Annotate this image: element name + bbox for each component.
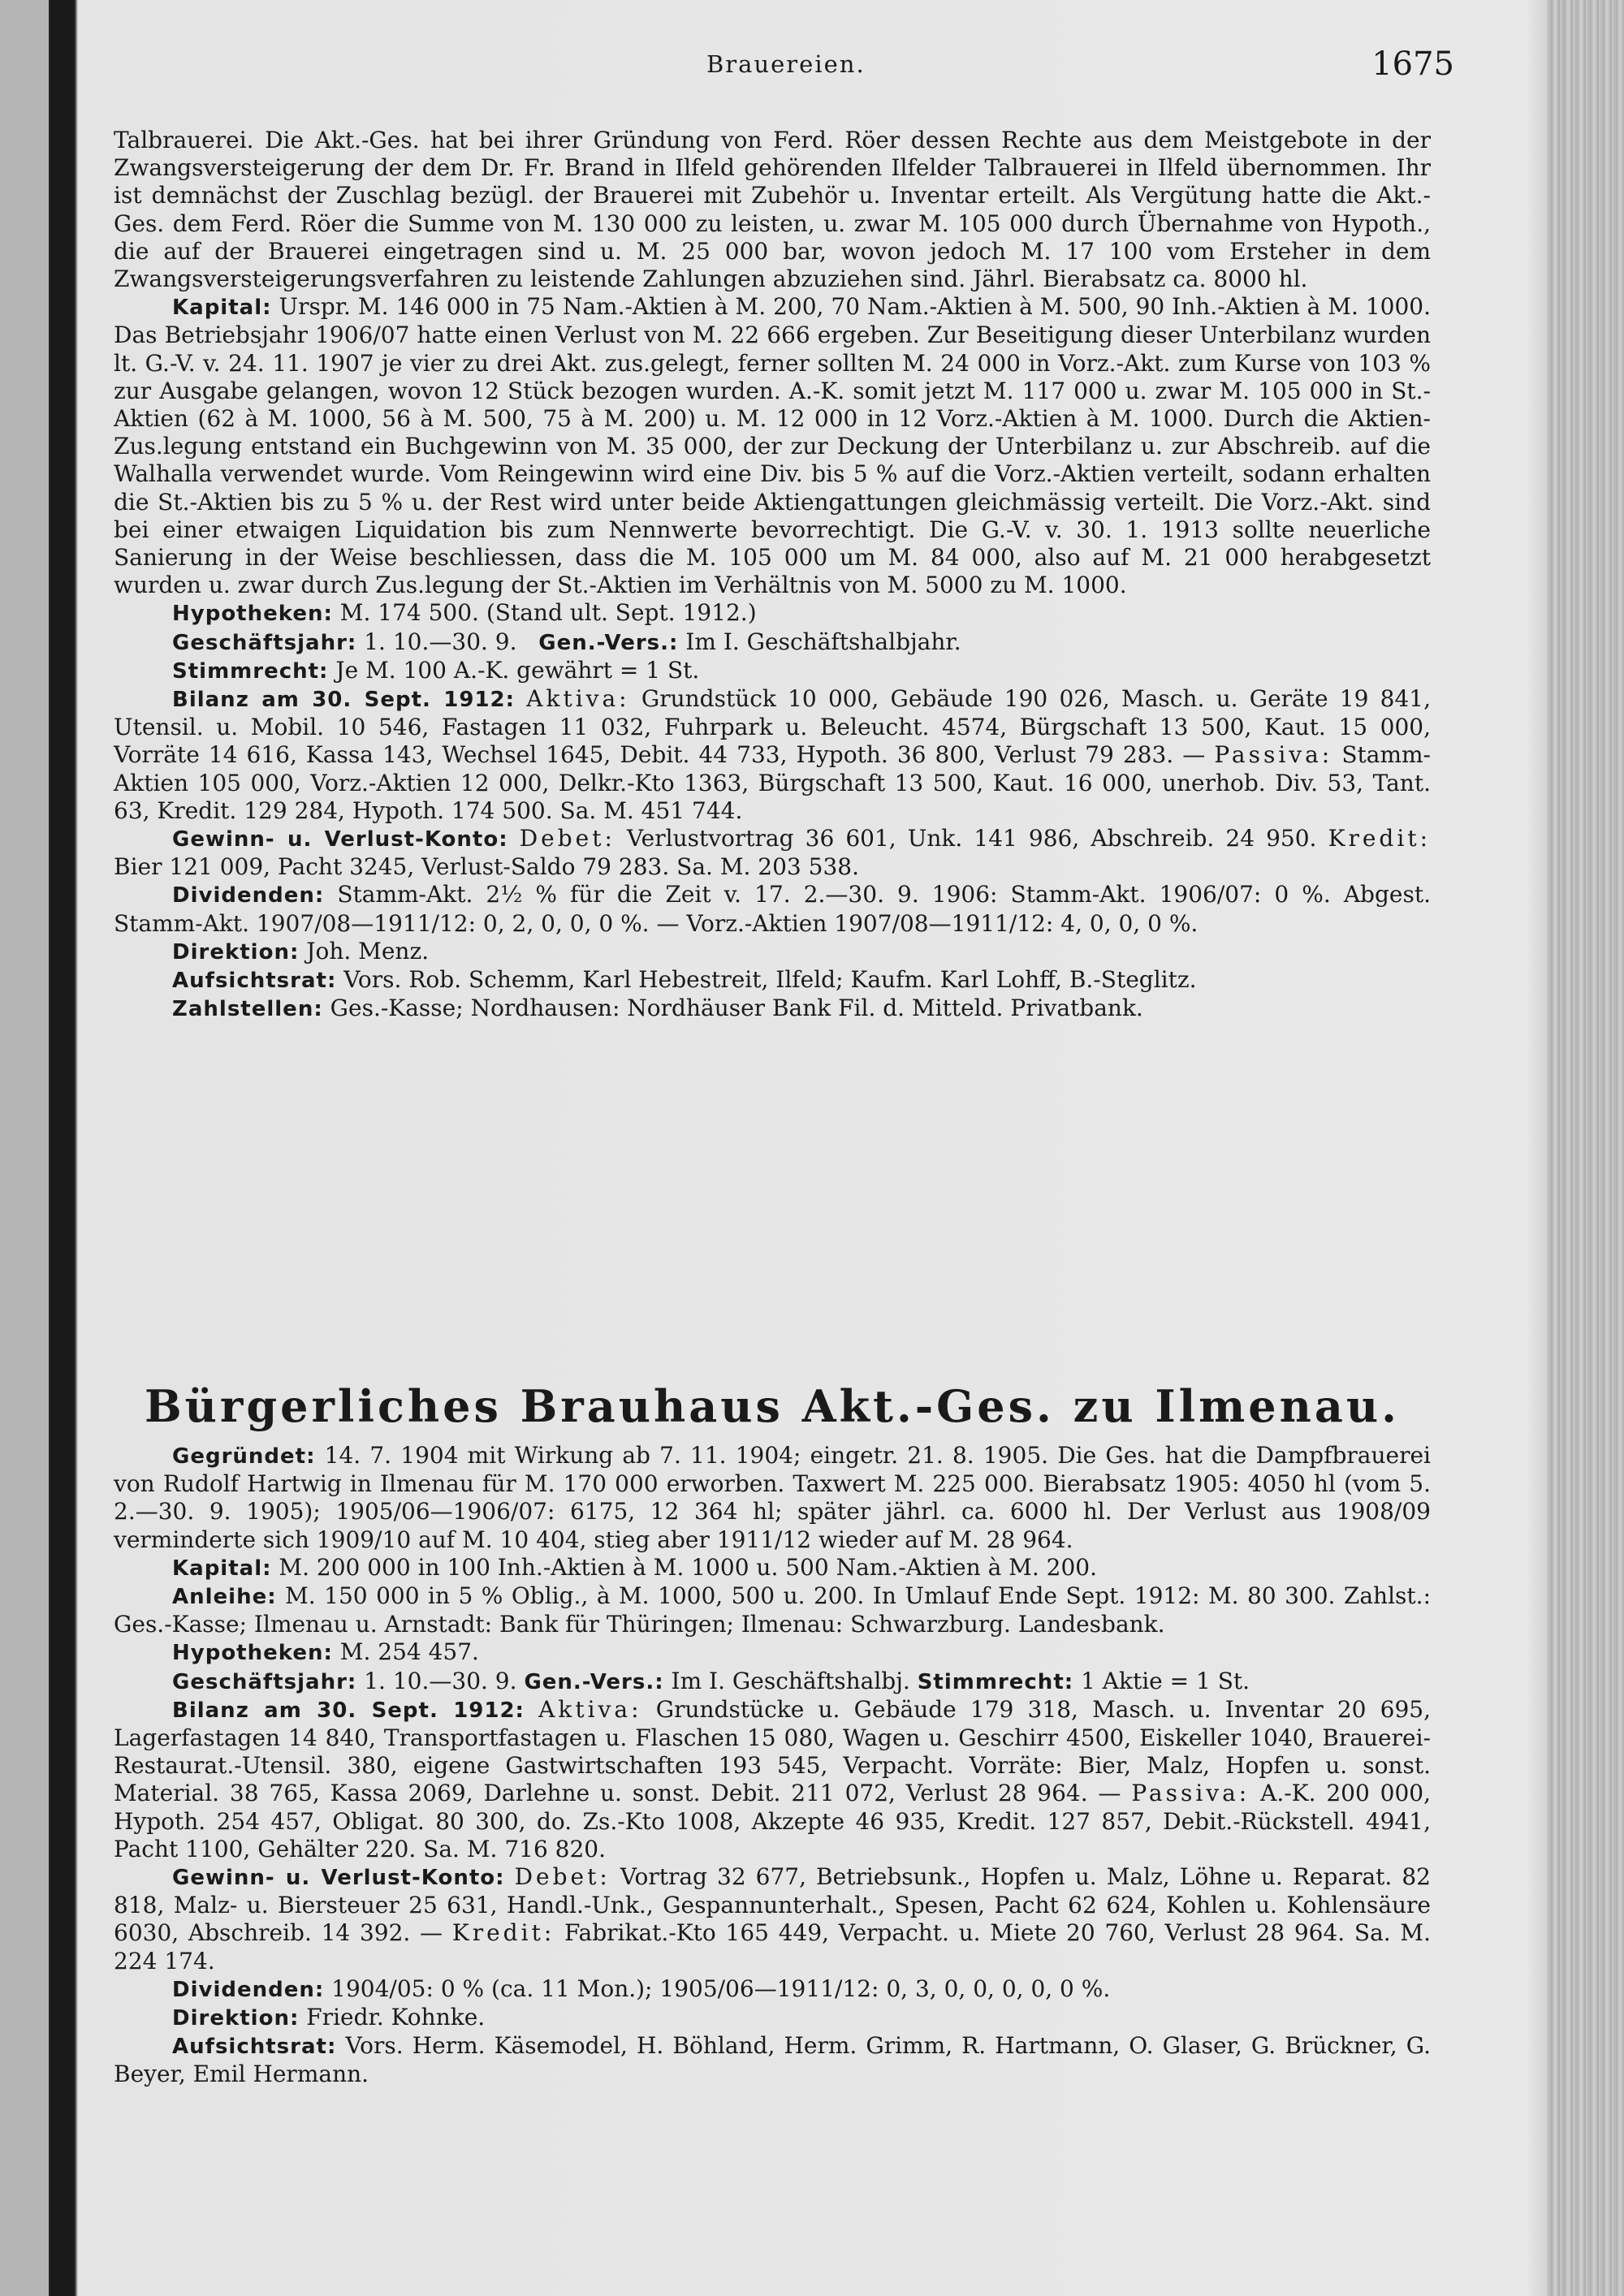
gegruendet-entry <box>114 1442 1431 1554</box>
kredit-word-2: Kredit: <box>451 1919 555 1947</box>
gegruendet-text: 14. 7. 1904 mit Wirkung ab 7. 11. 1904; eingetr. 21. 8. 1905. Die Ges. hat die Dampfbrauerei von Rudolf Hartwig in Ilmenau für M. 170 000 erworben. Taxwert M. 225 000. Bierabsatz 1905: 4050 hl (vom 5. 2.—30. 9. 1905); 1905/06—1906/07: 6175, 12 364 hl; später jährl. ca. 6000 hl. Der Verlust aus 1908/09 verminderte sich 1909/10 auf M. 10 404, stieg aber 1911/12 wieder auf M. 28 964. <box>114 1442 1431 1553</box>
direktion-entry-2 <box>114 2004 1431 2032</box>
geschaeftsjahr-entry <box>114 628 1431 657</box>
genvers-text: Im I. Geschäftshalbjahr. <box>685 628 961 655</box>
hypotheken-entry-2 <box>114 1638 1431 1667</box>
book-binding-shadow <box>50 0 73 2296</box>
direktion-label: Direktion: <box>172 939 300 965</box>
direktion-entry <box>114 938 1431 966</box>
guv-label: Gewinn- u. Verlust-Konto: <box>172 827 508 852</box>
hypotheken-entry <box>114 599 1431 628</box>
bilanz-label: Bilanz am 30. Sept. 1912: <box>172 688 516 713</box>
stimmrecht-entry <box>114 657 1431 685</box>
kapital-entry-2 <box>114 1554 1431 1582</box>
aufsichtsrat-label-2: Aufsichtsrat: <box>172 2035 337 2060</box>
hypotheken-text-2: M. 254 457. <box>339 1638 479 1666</box>
dividenden-text: Stamm-Akt. 2½ % für die Zeit v. 17. 2.—30. 9. 1906: Stamm-Akt. 1906/07: 0 %. Abgest. Stamm-Akt. 1907/08—1911/12: 0, 2, 0, 0, 0 %. — Vorz.-Aktien 1907/08—1911/12: 4, 0, 0, 0 %. <box>114 881 1431 937</box>
running-head: Brauereien. <box>706 50 866 78</box>
gegruendet-label: Gegründet: <box>172 1444 316 1469</box>
stimmrecht-text: Je M. 100 A.-K. gewährt = 1 St. <box>335 656 700 684</box>
direktion-text: Joh. Menz. <box>306 937 430 965</box>
direktion-label-2: Direktion: <box>172 2006 300 2031</box>
direktion-text-2: Friedr. Kohnke. <box>306 2004 486 2031</box>
bilanz-entry <box>114 685 1431 825</box>
aufsichtsrat-entry <box>114 966 1431 995</box>
bilanz-label-2: Bilanz am 30. Sept. 1912: <box>172 1698 525 1723</box>
debet-word-2: Debet: <box>514 1863 611 1891</box>
kapital-label-2: Kapital: <box>172 1556 272 1581</box>
left-page-edge <box>0 0 49 2296</box>
aufsichtsrat-entry-2 <box>114 2032 1431 2088</box>
bilanz-entry-2 <box>114 1696 1431 1863</box>
dividenden-label-2: Dividenden: <box>172 1977 325 2002</box>
stimmrecht-label-2: Stimmrecht: <box>917 1669 1074 1694</box>
geschaeftsjahr-text: 1. 10.—30. 9. <box>364 628 517 655</box>
genvers-label-2: Gen.-Vers.: <box>524 1669 664 1694</box>
hypotheken-label: Hypotheken: <box>172 602 333 627</box>
page-number: 1675 <box>1371 45 1454 83</box>
geschaeftsjahr-label-2: Geschäftsjahr: <box>172 1669 357 1694</box>
anleihe-entry <box>114 1582 1431 1638</box>
geschaeftsjahr-label: Geschäftsjahr: <box>172 630 357 655</box>
aktiva-text-2: Grundstücke u. Gebäude 179 318, Masch. u. Inventar 20 695, Lagerfastagen 14 840, Transportfastagen u. Flaschen 15 080, Wagen u. Geschirr 4500, Eiskeller 1040, Brauerei-Restaurat.-Utensil. 380, eigene Gastwirtschaften 193 545, Verpacht. Vorräte: Bier, Malz, Hopfen u. sonst. Material. 38 765, Kassa 2069, Darlehne u. sonst. Debit. 211 072, Verlust 28 964. — <box>114 1695 1431 1807</box>
kredit-word: Kredit: <box>1328 825 1431 852</box>
guv-entry <box>114 825 1431 881</box>
geschaeftsjahr-text-2: 1. 10.—30. 9. <box>364 1667 517 1694</box>
aufsichtsrat-text: Vors. Rob. Schemm, Karl Hebestreit, Ilfeld; Kaufm. Karl Lohff, B.-Steglitz. <box>343 966 1197 994</box>
intro-paragraph: Talbrauerei. Die Akt.-Ges. hat bei ihrer Gründung von Ferd. Röer dessen Rechte aus dem Meistgebote in der Zwangsversteigerung der dem Dr. Fr. Brand in Ilfeld gehörenden Ilfelder Talbrauerei in Ilfeld übernommen. Ihr ist demnächst der Zuschlag bezügl. der Brauerei mit Zubehör u. Inventar erteilt. Als Vergütung hatte die Akt.-Ges. dem Ferd. Röer die Summe von M. 130 000 zu leisten, u. zwar M. 105 000 durch Übernahme von Hypoth., die auf der Brauerei eingetragen sind u. M. 25 000 bar, wovon jedoch M. 17 100 vom Ersteher in dem Zwangsversteigerungsverfahren zu leistende Zahlungen abzuziehen sind. Jährl. Bierabsatz ca. 8000 hl. <box>114 127 1431 293</box>
anleihe-text: M. 150 000 in 5 % Oblig., à M. 1000, 500 u. 200. In Umlauf Ende Sept. 1912: M. 80 300. Zahlst.: Ges.-Kasse; Ilmenau u. Arnstadt: Bank für Thüringen; Ilmenau: Schwarzburg. Landesbank. <box>114 1582 1431 1638</box>
kapital-text-2: M. 200 000 in 100 Inh.-Aktien à M. 1000 u. 500 Nam.-Aktien à M. 200. <box>279 1553 1097 1581</box>
hypotheken-label-2: Hypotheken: <box>172 1641 333 1666</box>
aktiva-word: Aktiva: <box>526 685 630 713</box>
dividenden-label: Dividenden: <box>172 883 325 908</box>
kredit-text-2: Fabrikat.-Kto 165 449, Verpacht. u. Miete 20 760, Verlust 28 964. Sa. M. 224 174. <box>114 1919 1431 1974</box>
debet-text-2: Vortrag 32 677, Betriebsunk., Hopfen u. Malz, Löhne u. Reparat. 82 818, Malz- u. Biersteuer 25 631, Handl.-Unk., Gespannunterhalt., Spesen, Pacht 62 624, Kohlen u. Kohlensäure 6030, Abschreib. 14 392. — <box>114 1863 1431 1947</box>
dividenden-entry-2 <box>114 1975 1431 2004</box>
passiva-text-2: A.-K. 200 000, Hypoth. 254 457, Obligat. 80 300, do. Zs.-Kto 1008, Akzepte 46 935, Kredit. 127 857, Debit.-Rückstell. 4941, Pacht 1100, Gehälter 220. Sa. M. 716 820. <box>114 1780 1431 1862</box>
aufsichtsrat-text-2: Vors. Herm. Käsemodel, H. Böhland, Herm. Grimm, R. Hartmann, O. Glaser, G. Brückner, G. Beyer, Emil Hermann. <box>114 2032 1432 2088</box>
kredit-text: Bier 121 009, Pacht 3245, Verlust-Saldo 79 283. Sa. M. 203 538. <box>114 853 859 881</box>
kapital-label: Kapital: <box>172 296 272 321</box>
zahlstellen-label: Zahlstellen: <box>172 997 323 1022</box>
section-talbrauerei <box>114 127 1431 1024</box>
stimmrecht-label: Stimmrecht: <box>172 658 329 684</box>
geschaeftsjahr-entry-2 <box>114 1668 1431 1696</box>
zahlstellen-text: Ges.-Kasse; Nordhausen: Nordhäuser Bank Fil. d. Mitteld. Privatbank. <box>330 995 1143 1022</box>
passiva-text: Stamm-Aktien 105 000, Vorz.-Aktien 12 000, Delkr.-Kto 1363, Bürgschaft 13 500, Kaut. 16 000, unerhob. Div. 53, Tant. 63, Kredit. 129 284, Hypoth. 174 500. Sa. M. 451 744. <box>114 741 1432 824</box>
right-page-stack <box>1547 0 1624 2296</box>
section-ilmenau <box>114 1442 1431 2089</box>
aktiva-text: Grundstück 10 000, Gebäude 190 026, Masch. u. Geräte 19 841, Utensil. u. Mobil. 10 546, Fastagen 11 032, Fuhrpark u. Beleucht. 4574, Bürgschaft 13 500, Kaut. 15 000, Vorräte 14 616, Kassa 143, Wechsel 1645, Debit. 44 733, Hypoth. 36 800, Verlust 79 283. — <box>114 685 1431 769</box>
aufsichtsrat-label: Aufsichtsrat: <box>172 969 337 994</box>
kapital-entry <box>114 293 1431 599</box>
debet-word: Debet: <box>519 825 615 852</box>
guv-label-2: Gewinn- u. Verlust-Konto: <box>172 1866 505 1891</box>
zahlstellen-entry <box>114 995 1431 1023</box>
page-header <box>114 45 1454 91</box>
stimmrecht-text-2: 1 Aktie = 1 St. <box>1081 1667 1250 1694</box>
dividenden-entry <box>114 881 1431 937</box>
aktiva-word-2: Aktiva: <box>538 1695 642 1723</box>
passiva-word: Passiva: <box>1214 741 1333 769</box>
genvers-text-2: Im I. Geschäftshalbj. <box>671 1667 910 1694</box>
passiva-word-2: Passiva: <box>1131 1780 1250 1807</box>
dividenden-text-2: 1904/05: 0 % (ca. 11 Mon.); 1905/06—1911/12: 0, 3, 0, 0, 0, 0, 0 %. <box>331 1974 1111 2002</box>
debet-text: Verlustvortrag 36 601, Unk. 141 986, Abschreib. 24 950. <box>627 825 1317 852</box>
kapital-text: Urspr. M. 146 000 in 75 Nam.-Aktien à M. 200, 70 Nam.-Aktien à M. 500, 90 Inh.-Aktien à M. 1000. Das Betriebsjahr 1906/07 hatte einen Verlust von M. 22 666 ergeben. Zur Beseitigung dieser Unterbilanz wurden lt. G.-V. v. 24. 11. 1907 je vier zu drei Akt. zus.gelegt, ferner sollten M. 24 000 in Vorz.-Akt. zum Kurse von 103 % zur Ausgabe gelangen, wovon 12 Stück bezogen wurden. A.-K. somit jetzt M. 117 000 u. zwar M. 105 000 in St.-Aktien (62 à M. 1000, 56 à M. 500, 75 à M. 200) u. M. 12 000 in 12 Vorz.-Aktien à M. 1000. Durch die Aktien-Zus.legung entstand ein Buchgewinn von M. 35 000, der zur Deckung der Unterbilanz u. zur Abschreib. auf die Walhalla verwendet wurde. Vom Reingewinn wird eine Div. bis 5 % auf die Vorz.-Aktien verteilt, sodann erhalten die St.-Aktien bis zu 5 % u. der Rest wird unter beide Aktiengattungen gleichmässig verteilt. Die Vorz.-Akt. sind bei einer etwaigen Liquidation bis zum Nennwerte bevorrechtigt. Die G.-V. v. 30. 1. 1913 sollte neuerliche Sanierung in der Weise beschliessen, dass die M. 105 000 um M. 84 000, also auf M. 21 000 herabgesetzt wurden u. zwar durch Zus.legung der St.-Aktien im Verhältnis von M. 5000 zu M. 1000. <box>114 293 1431 599</box>
company-title: Bürgerliches Brauhaus Akt.-Ges. zu Ilmenau. <box>145 1380 1400 1432</box>
hypotheken-text: M. 174 500. (Stand ult. Sept. 1912.) <box>339 599 757 627</box>
guv-entry-2 <box>114 1863 1431 1975</box>
anleihe-label: Anleihe: <box>172 1585 277 1610</box>
genvers-label: Gen.-Vers.: <box>538 630 679 655</box>
